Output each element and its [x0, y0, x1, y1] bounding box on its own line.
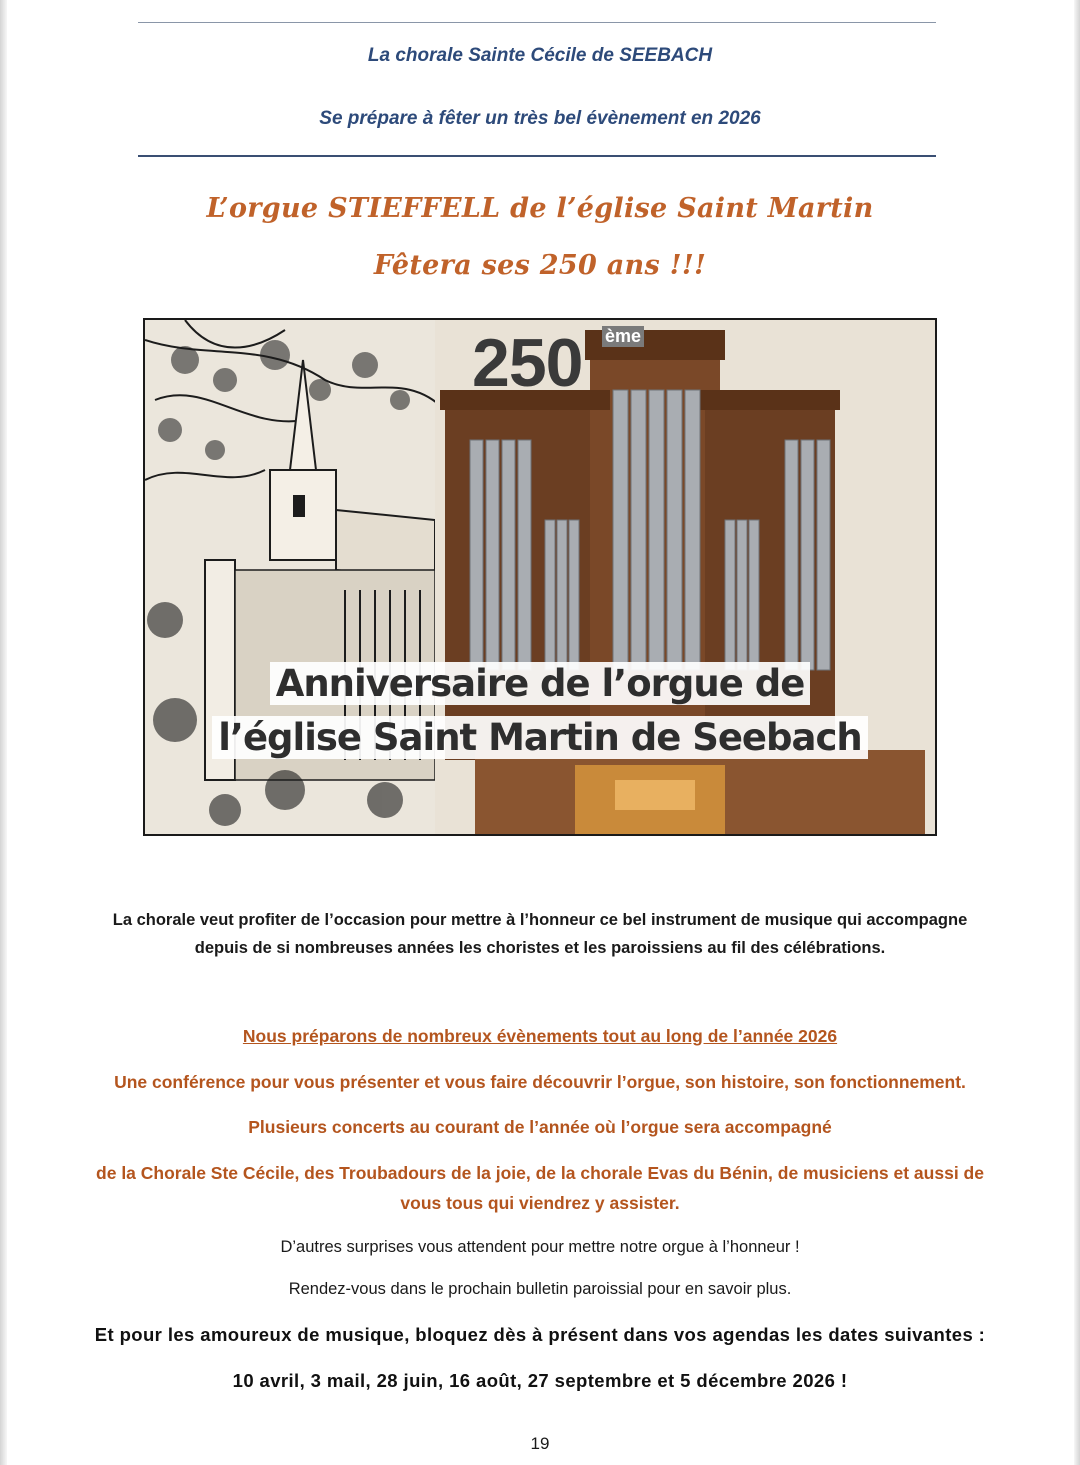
- anniversary-superscript: ème: [602, 326, 644, 347]
- events-concerts-line-3: vous tous qui viendrez y assister.: [400, 1193, 680, 1213]
- events-concerts-line-2: de la Chorale Ste Cécile, des Troubadours de la joie, de la chorale Evas du Bénin, de musiciens et aussi de: [96, 1163, 984, 1183]
- hero-image: [143, 318, 937, 836]
- hero-caption-line-1: Anniversaire de l’orgue de: [145, 662, 935, 705]
- bulletin-text: Rendez-vous dans le prochain bulletin paroissial pour en savoir plus.: [288, 1280, 792, 1298]
- events-concerts-line-1: Plusieurs concerts au courant de l’année où l’orgue sera accompagné: [248, 1117, 832, 1137]
- page-number: 19: [530, 1434, 550, 1453]
- intro-line-1: La chorale veut profiter de l’occasion pour mettre à l’honneur ce bel instrument de musique qui accompagne: [112, 911, 968, 929]
- anniversary-number: 250: [472, 325, 583, 401]
- hero-caption-line-2: l’église Saint Martin de Seebach: [145, 716, 935, 759]
- intro-line-2: depuis de si nombreuses années les choristes et les paroissiens au fil des célébrations.: [194, 939, 886, 957]
- dates-intro: Et pour les amoureux de musique, bloquez dès à présent dans vos agendas les dates suivantes :: [94, 1324, 986, 1345]
- header-line-2: Se prépare à fêter un très bel évènement en 2026: [319, 108, 761, 129]
- surprises-text: D’autres surprises vous attendent pour mettre notre orgue à l’honneur !: [280, 1238, 800, 1256]
- events-heading: Nous préparons de nombreux évènements tout au long de l’année 2026: [242, 1026, 838, 1046]
- events-conference: Une conférence pour vous présenter et vous faire découvrir l’orgue, son histoire, son fonctionnement.: [114, 1072, 966, 1092]
- header-divider: [138, 155, 936, 157]
- dates-list: 10 avril, 3 mail, 28 juin, 16 août, 27 septembre et 5 décembre 2026 !: [232, 1370, 848, 1391]
- title-line-2: Fêtera ses 250 ans !!!: [373, 250, 707, 281]
- header-line-1: La chorale Sainte Cécile de SEEBACH: [367, 45, 713, 66]
- top-divider: [138, 22, 936, 23]
- title-line-1: L’orgue STIEFFELL de l’église Saint Martin: [206, 193, 874, 224]
